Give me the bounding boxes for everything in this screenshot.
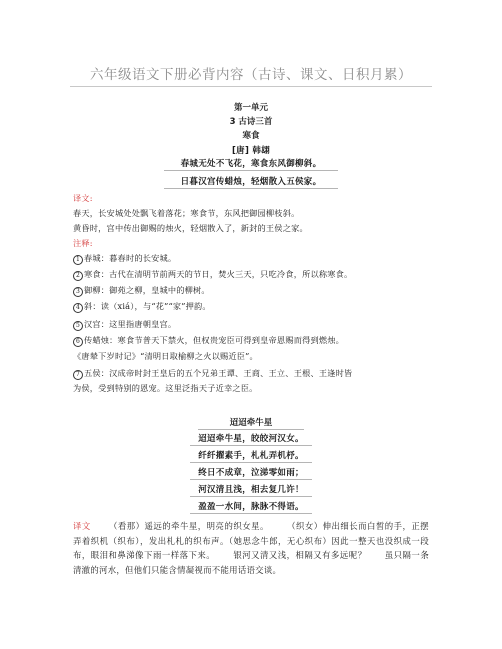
note-text: 《唐辇下岁时记》“清明日取榆柳之火以赐近臣”。 <box>73 351 258 361</box>
translation-label: 译文 <box>73 521 91 531</box>
note-text: 寒食：古代在清明节前两天的节日，焚火三天，只吃冷食，所以称寒食。 <box>84 269 353 279</box>
note-item <box>73 285 210 297</box>
poem2-line: 迢迢牵牛星，皎皎河汉女。 <box>198 434 304 444</box>
poem2-line: 终日不成章，泣涕零如雨； <box>198 468 304 478</box>
note-text: 斜：读（xiá），与“花”“家”押韵。 <box>84 301 211 311</box>
note-text: 为侯，受到特别的恩宠。这里泛指天子近幸之臣。 <box>73 383 258 393</box>
poem2-translation <box>73 519 429 577</box>
note-number: 2 <box>73 271 83 281</box>
note-number: 4 <box>73 303 83 313</box>
poem1-title: 寒食 <box>242 131 260 141</box>
note-number: 3 <box>73 287 83 297</box>
translation-line: 春天，长安城处处飘飞着落花；寒食节，东风把御园柳枝斜。 <box>73 208 300 218</box>
poem1-author: [唐] 韩翃 <box>231 146 271 156</box>
note-item <box>73 269 352 281</box>
note-text: 汉宫：这里指唐朝皇宫。 <box>84 319 177 329</box>
note-item <box>73 351 258 362</box>
note-text: 御柳：御苑之柳，皇城中的柳树。 <box>84 285 210 295</box>
document-title: 六年级语文下册必背内容（古诗、课文、日积月累） <box>90 67 412 83</box>
translation-segment: （织女）伸出细长而白皙的手，正摆弄着织机（织布），发出札札的织布声。 <box>73 521 429 546</box>
lesson-heading: 3 古诗三首 <box>229 117 273 127</box>
translation-label: 译文: <box>73 193 93 203</box>
note-text: 传蜡烛：寒食节普天下禁火，但权贵宠臣可得到皇帝恩赐而得到燃烛。 <box>84 335 345 345</box>
translation-segment: （看那）遥远的牵牛星，明亮的织女星。 <box>108 521 269 531</box>
unit-heading: 第一单元 <box>233 103 268 113</box>
note-item <box>73 301 211 313</box>
note-item <box>73 335 344 347</box>
poem-underline <box>190 479 312 480</box>
poem2-line: 盈盈一水间，脉脉不得语。 <box>198 502 304 512</box>
poem2-line: 纤纤擢素手，札札弄机杼。 <box>198 451 304 461</box>
note-number: 1 <box>73 255 83 265</box>
note-item <box>73 383 258 394</box>
poem1-line: 春城无处不飞花，寒食东风御柳斜。 <box>180 159 322 169</box>
note-item <box>73 368 352 380</box>
poem1-line: 日暮汉宫传蜡烛，轻烟散入五侯家。 <box>180 177 322 187</box>
note-number: 5 <box>73 321 83 331</box>
poem-underline <box>164 188 338 189</box>
note-number: 7 <box>73 370 83 380</box>
poem2-line: 河汉清且浅，相去复几许！ <box>198 485 304 495</box>
poem-underline <box>190 445 312 446</box>
translation-segment: 银河又清又浅，相隔又有多远呢？ <box>233 550 367 561</box>
poem-underline <box>198 429 304 430</box>
title-divider <box>70 86 432 87</box>
note-text: 五侯：汉成帝时封王皇后的五个兄弟王谭、王商、王立、王根、王逢时皆 <box>84 368 353 378</box>
poem-underline <box>190 496 312 497</box>
note-number: 6 <box>73 337 83 347</box>
poem-underline <box>164 170 338 171</box>
poem-underline <box>190 462 312 463</box>
note-item <box>73 253 176 265</box>
translation-line: 黄昏时，宫中传出御赐的烛火，轻烟散入了，新封的王侯之家。 <box>73 223 308 233</box>
note-text: 春城：暮春时的长安城。 <box>84 253 177 263</box>
poem-underline <box>190 513 312 514</box>
notes-label: 注释: <box>73 238 93 248</box>
poem2-title: 迢迢牵牛星 <box>229 418 273 428</box>
translation-segment: 虽只隔一条清澈的河水，但他们只能含情凝视而不能用话语交谈。 <box>73 550 429 575</box>
translation-segment: （她思念牛郎，无心织布）因此一整天也没织成一段布，眼泪和鼻涕像下雨一样落下来。 <box>73 535 429 561</box>
note-item <box>73 319 176 331</box>
